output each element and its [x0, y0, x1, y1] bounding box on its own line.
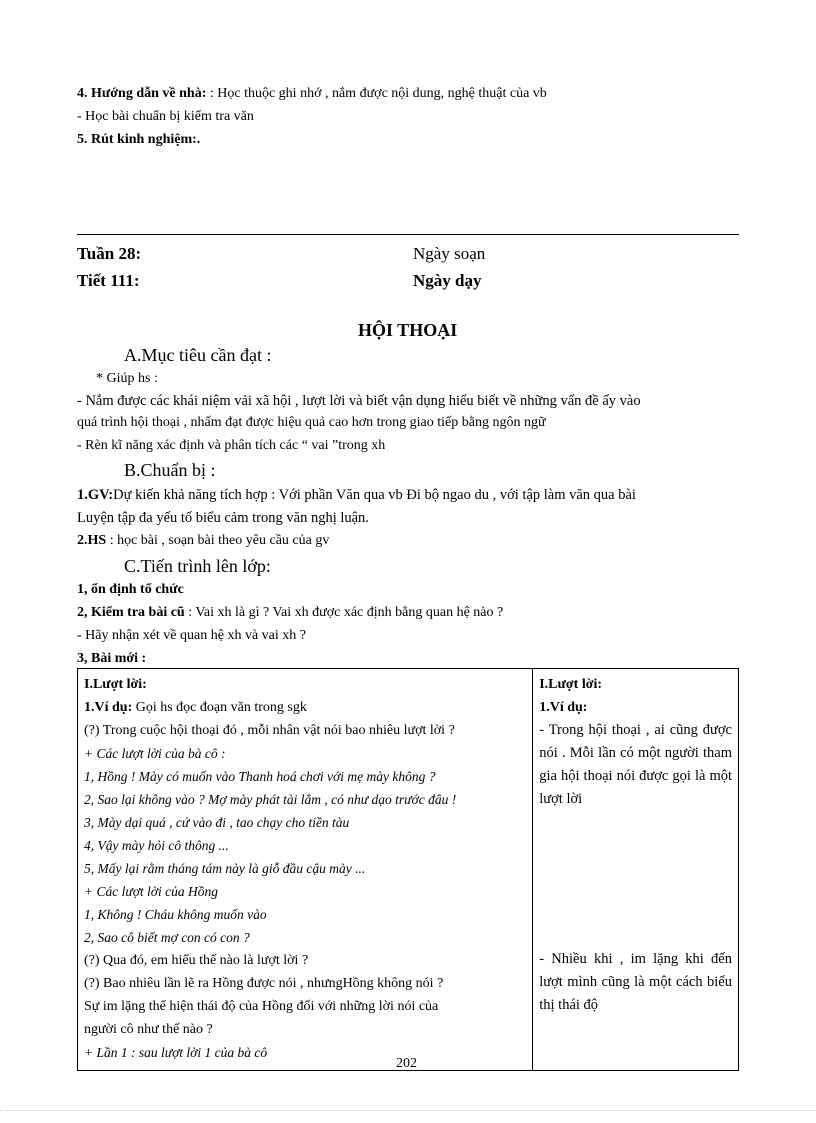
gv-text: Dự kiến khả năng tích hợp : Với phần Văn qua vb Đi bộ ngao du , với tập làm văn qua bài: [113, 487, 636, 503]
page-title: HỘI THOẠI: [358, 320, 458, 340]
question-2: (?) Qua đó, em hiểu thế nào là lượt lời ?: [84, 953, 309, 968]
date-prepared: Ngày soạn: [413, 244, 486, 263]
gv-line-2: Luyện tập đa yếu tố biểu cảm trong văn nghị luận.: [77, 510, 369, 526]
separator-rule: [77, 234, 739, 235]
question-1: (?) Trong cuộc hội thoại đó , mỗi nhân vật nói bao nhiêu lượt lời ?: [84, 723, 455, 738]
teacher-activity-cell: [78, 669, 533, 1071]
lesson-number: Tiết 111:: [77, 271, 140, 290]
step-2-line-2: - Hãy nhận xét về quan hệ xh và vai xh ?: [77, 628, 306, 643]
dialogue-line: 1, Hồng ! Mày có muốn vào Thanh hoá chơi với mẹ mày không ?: [84, 769, 436, 784]
bottom-dotted-line: [0, 1110, 816, 1111]
section-a-line-2: quá trình hội thoại , nhấm đạt được hiệu quả cao hơn trong giao tiếp bằng ngôn ngữ: [77, 415, 546, 430]
right-example-label: 1.Ví dụ:: [539, 700, 588, 715]
dialogue-line: 2, Sao lại không vào ? Mợ mày phát tài lắm , có như dạo trước đâu !: [84, 792, 457, 807]
lesson-table: [77, 668, 739, 1071]
section-a-heading: A.Mục tiêu cần đạt :: [124, 345, 272, 365]
question-3-b: Sự im lặng thể hiện thái độ của Hồng đối với những lời nói của: [84, 999, 439, 1014]
experience-heading: 5. Rút kinh nghiệm:.: [77, 132, 201, 147]
left-heading: I.Lượt lời:: [84, 677, 147, 692]
left-example-label: 1.Ví dụ:: [84, 700, 133, 715]
dialogue-line: 2, Sao cô biết mợ con có con ?: [84, 930, 250, 945]
left-example-text: Gọi hs đọc đoạn văn trong sgk: [132, 700, 307, 715]
dialogue-line: + Các lượt lời của Hồng: [84, 884, 218, 899]
step-2-label: 2, Kiểm tra bài cũ: [77, 605, 185, 620]
step-1: 1, ổn định tổ chức: [77, 582, 184, 597]
question-3-c: người cô như thế nào ?: [84, 1022, 213, 1037]
hs-line: [77, 533, 329, 549]
dialogue-line: 4, Vậy mày hỏi cô thông ...: [84, 838, 229, 853]
answer-1: - Trong hội thoại , ai cũng được nói . Mỗi lần có một người tham gia hội thoại nói được gọi là một lượt lời: [539, 722, 732, 807]
section-a-line-1: - Nắm được các khái niệm vải xã hội , lượt lời và biết vận dụng hiểu biết về những vấn đề ấy vào: [77, 393, 641, 409]
step-2-text: : Vai xh là gì ? Vai xh được xác định bằng quan hệ nào ?: [184, 605, 504, 620]
homework-line: [77, 86, 547, 102]
date-taught: Ngày dạy: [413, 271, 482, 290]
step-3: 3, Bài mới :: [77, 651, 147, 666]
homework-text: : Học thuộc ghi nhớ , nắm được nội dung, nghệ thuật của vb: [206, 86, 547, 101]
dialogue-line-last: + Lần 1 : sau lượt lời 1 của bà cô: [84, 1045, 268, 1060]
left-example-line: [84, 696, 526, 719]
section-c-heading: C.Tiến trình lên lớp:: [124, 556, 271, 576]
gv-label: 1.GV:: [77, 487, 114, 503]
section-a-line-3: - Rèn kĩ năng xác định và phân tích các “ vai ”trong xh: [77, 438, 386, 453]
answer-2: - Nhiều khi , im lặng khi đến lượt mình cũng là một cách biểu thị thái độ: [539, 951, 732, 1013]
table-row: [78, 669, 739, 1071]
student-answer-cell: [533, 669, 739, 1071]
gv-line: [77, 487, 636, 504]
dialogue-line: 5, Mấy lại rằm tháng tám này là giỗ đầu cậu mày ...: [84, 861, 366, 876]
section-b-heading: B.Chuẩn bị :: [124, 460, 216, 480]
dialogue-line: + Các lượt lời của bà cô :: [84, 746, 226, 761]
page-number: 202: [396, 1056, 417, 1071]
step-2-line: [77, 605, 503, 621]
right-heading: I.Lượt lời:: [539, 677, 603, 692]
homework-label: 4. Hướng dẫn về nhà:: [77, 86, 207, 101]
homework-line-2: - Học bài chuẩn bị kiểm tra văn: [77, 109, 254, 124]
week-label: Tuần 28:: [77, 244, 142, 263]
hs-label: 2.HS: [77, 533, 107, 548]
dialogue-line: 1, Không ! Cháu không muốn vào: [84, 907, 267, 922]
question-3-a: (?) Bao nhiêu lần lẽ ra Hồng được nói , nhưngHồng không nói ?: [84, 976, 444, 991]
section-a-intro: * Giúp hs :: [96, 371, 158, 386]
hs-text: : học bài , soạn bài theo yêu cầu của gv: [106, 533, 330, 548]
dialogue-line: 3, Mày dại quá , cứ vào đi , tao chạy cho tiền tàu: [84, 815, 350, 830]
